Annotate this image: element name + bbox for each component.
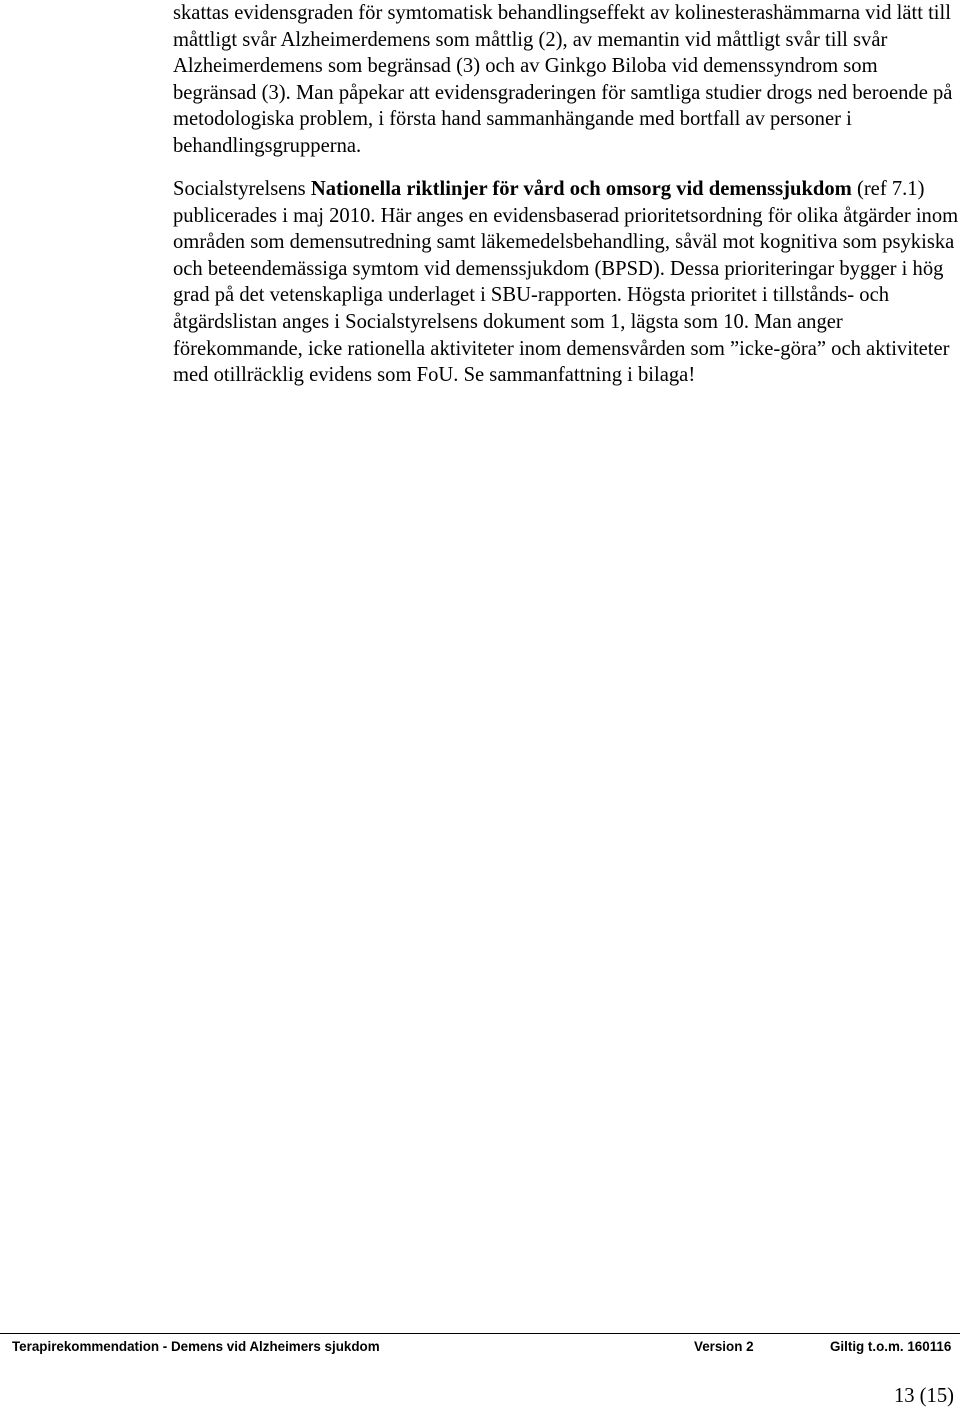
footer-document-title: Terapirekommendation - Demens vid Alzheimers sjukdom	[12, 1339, 380, 1354]
footer-divider	[0, 1333, 960, 1334]
page-number: 13 (15)	[893, 1385, 954, 1407]
paragraph-lead-text: Socialstyrelsens	[173, 178, 311, 200]
body-paragraph: skattas evidensgraden för symtomatisk behandlingseffekt av kolinesterashämmarna vid lätt till måttligt svår Alzheimerdemens som måttlig (2), av memantin vid måttligt svår till svår Alzheimerdemens som begränsad (3) och av Ginkgo Biloba vid demenssyndrom som begränsad (3). Man påpekar att evidensgraderingen för samtliga studier drogs ned beroende på metodologiska problem, i första hand sammanhängande med bortfall av personer i behandlingsgrupperna.	[173, 2, 953, 157]
footer-version: Version 2	[694, 1339, 754, 1354]
paragraph-rest-text: (ref 7.1) publicerades i maj 2010. Här anges en evidensbaserad prioritetsordning för olika åtgärder inom områden som demensutredning samt läkemedelsbehandling, såväl mot kognitiva som psykiska och beteendemässiga symtom vid demenssjukdom (BPSD). Dessa prioriteringar bygger i hög grad på det vetenskapliga underlaget i SBU-rapporten. Högsta prioritet i tillstånds- och åtgärdslistan anges i Socialstyrelsens dokument som 1, lägsta som 10. Man anger förekommande, icke rationella aktiviteter inom demensvården som ”icke-göra” och aktiviteter med otillräcklig evidens som FoU. Se sammanfattning i bilaga!	[173, 178, 959, 387]
body-paragraph-guidelines	[173, 176, 960, 389]
guideline-title: Nationella riktlinjer för vård och omsorg vid demenssjukdom	[310, 178, 852, 200]
footer-valid-until: Giltig t.o.m. 160116	[830, 1339, 952, 1354]
